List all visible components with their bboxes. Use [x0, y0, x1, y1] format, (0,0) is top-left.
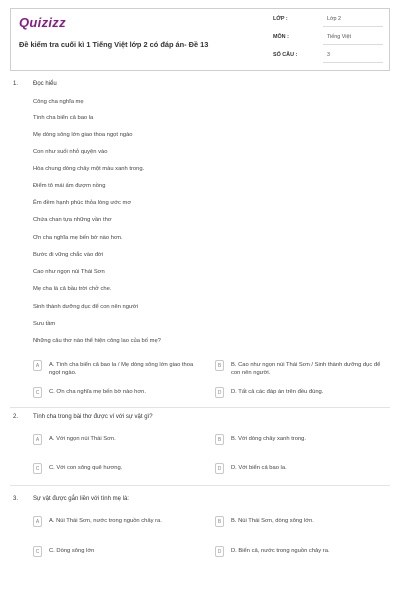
poem-line: Công cha nghĩa mẹ — [33, 99, 84, 105]
poem-line: Hòa chung dòng chảy một màu xanh trong. — [33, 166, 145, 172]
meta-label: SỐ CÂU : — [273, 52, 298, 58]
option-key: A — [33, 516, 42, 527]
option-key: D — [215, 387, 224, 398]
option-text: A. Với ngọn núi Thái Sơn. — [49, 436, 116, 442]
worksheet-header — [10, 8, 390, 71]
poem-line: Mẹ cha là cả bầu trời chở che. — [33, 286, 112, 292]
question-number: 2. — [13, 414, 19, 420]
option-text: C. Ơn cha nghĩa mẹ bến bờ nào hơn. — [49, 389, 147, 395]
option-key: B — [215, 516, 224, 527]
poem-line: Tình cha biển cả bao la — [33, 115, 94, 121]
option-text: B. Với dòng chảy xanh trong. — [231, 436, 307, 442]
poem-source: Sưu tầm — [33, 321, 56, 327]
option-key: A — [33, 360, 42, 371]
question-ask: Những câu thơ nào thể hiện công lao của bố mẹ? — [33, 338, 161, 344]
question-number: 1. — [13, 81, 19, 87]
option-key: B — [215, 360, 224, 371]
option-key: B — [215, 434, 224, 445]
worksheet-title: Đề kiểm tra cuối kì 1 Tiếng Việt lớp 2 có đáp án- Đề 13 — [19, 40, 209, 49]
option-key: C — [33, 546, 42, 557]
meta-row-grade — [273, 13, 391, 27]
option-key: C — [33, 387, 42, 398]
poem-line: Con như suối nhỏ quyện vào — [33, 149, 108, 155]
option-text: B. Cao như ngọn núi Thái Sơn / Sinh thành dưỡng dục để con nên người. — [231, 362, 381, 376]
poem-line: Chứa chan tựa những vần thơ — [33, 217, 112, 223]
question-prompt: Tình cha trong bài thơ được ví với sự vật gì? — [33, 414, 153, 420]
option-text: D. Biển cả, nước trong nguồn chảy ra. — [231, 548, 330, 554]
question-prompt: Sự vật được gắn liền với tình mẹ là: — [33, 496, 129, 502]
option-key: D — [215, 463, 224, 474]
option-text: A. Tình cha biển cả bao la / Mẹ dòng sông lớn giao thoa ngọt ngào. — [49, 362, 194, 376]
poem-line: Sinh thành dưỡng dục để con nên người — [33, 304, 138, 310]
poem-line: Điểm tô mái ấm đượm nồng — [33, 183, 106, 189]
option-text: A. Núi Thái Sơn, nước trong nguồn chảy ra. — [49, 518, 162, 524]
question-number: 3. — [13, 496, 19, 502]
meta-row-count — [273, 49, 391, 63]
poem-line: Cao như ngọn núi Thái Sơn — [33, 269, 105, 275]
option-key: C — [33, 463, 42, 474]
meta-value: Lớp 2 — [327, 16, 342, 22]
worksheet-meta — [273, 9, 391, 72]
meta-value: Tiếng Việt — [327, 34, 351, 40]
poem-line: Mẹ dòng sông lớn giao thoa ngọt ngào — [33, 132, 133, 138]
option-text: D. Tất cả các đáp án trên đều đúng. — [231, 389, 324, 395]
option-text: D. Với biển cả bao la. — [231, 465, 287, 471]
poem-line: Bước đi vững chắc vào đời — [33, 252, 104, 258]
divider — [10, 407, 390, 408]
question-prompt: Đọc hiểu — [33, 81, 57, 87]
meta-row-subject — [273, 31, 391, 45]
option-text: B. Núi Thái Sơn, dòng sông lớn. — [231, 518, 314, 524]
divider — [10, 485, 390, 486]
meta-label: LỚP : — [273, 16, 288, 22]
meta-label: MÔN : — [273, 34, 289, 40]
poem-line: Ơn cha nghĩa mẹ bến bờ nào hơn. — [33, 235, 123, 241]
option-key: A — [33, 434, 42, 445]
meta-value: 3 — [327, 52, 330, 58]
option-key: D — [215, 546, 224, 557]
quizizz-logo: Quizizz — [19, 15, 66, 30]
poem-line: Êm đềm hạnh phúc thỏa lòng ước mơ — [33, 200, 132, 206]
option-text: C. Dòng sông lớn — [49, 548, 95, 554]
option-text: C. Với con sông quê hương. — [49, 465, 123, 471]
